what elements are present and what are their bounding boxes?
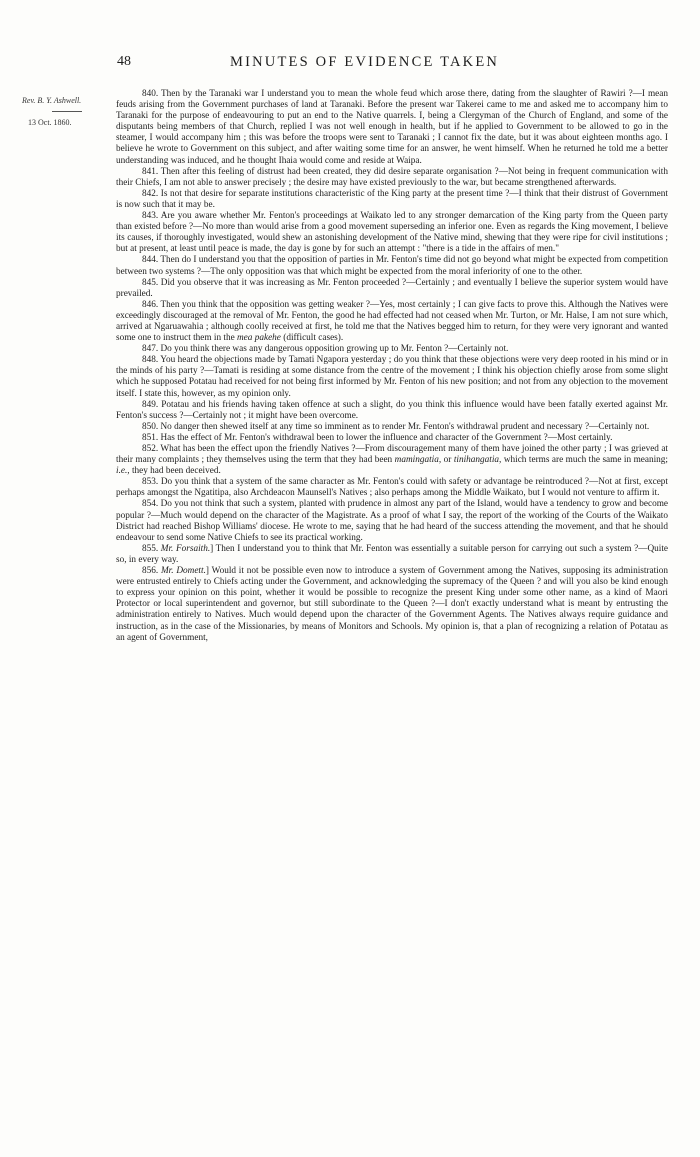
paragraph-852: 852. What has been the effect upon the friendly Natives ?—From discouragement many of them have joined the other party ; I was grieved at their many complaints ; they themselves using the term that they had been mamingatia, or tinihangatia, which terms are much the same in meaning; i.e., they had been deceived. — [116, 444, 668, 477]
paragraph-843: 843. Are you aware whether Mr. Fenton's proceedings at Waikato led to any stronger demarcation of the King party from the Queen party than existed before ?—No more than would arise from a good movement superseding an inferior one. Even as regards the King movement, I believe its causes, if thoroughly investigated, would shew an astonishing development of the Native mind, shewing that they were ripe for civil institutions ; but at present, at least until peace is made, the day is gone by for such an attempt : "there is a tide in the affairs of men." — [116, 211, 668, 255]
paragraph-853: 853. Do you think that a system of the same character as Mr. Fenton's could with safety or advantage be reintroduced ?—Not at first, except perhaps amongst the Ngatitipa, also Archdeacon Maunsell's Natives ; also perhaps among the Middle Waikato, but I would not venture to affirm it. — [116, 477, 668, 499]
margin-note — [22, 96, 114, 128]
evidence-text — [116, 89, 668, 644]
paragraph-846: 846. Then you think that the opposition was getting weaker ?—Yes, most certainly ; I can give facts to prove this. Although the Natives were exceedingly discouraged at the removal of Mr. Fenton, the good he had effected had not ceased when Mr. Turton, or Mr. Halse, I am not sure which, arrived at Ngaruawahia ; although coolly received at first, he told me that the Natives begged him to return, for they were very ignorant and wanted some one to instruct them in the mea pakehe (difficult cases). — [116, 299, 668, 344]
paragraph-855: 855. Mr. Forsaith.] Then I understand you to think that Mr. Fenton was essentially a suitable person for carrying out such a system ?—Quite so, in every way. — [116, 543, 668, 565]
paragraph-842: 842. Is not that desire for separate institutions characteristic of the King party at the present time ?—I think that their distrust of Government is now such that it may be. — [116, 188, 668, 210]
page-header — [0, 54, 700, 74]
running-title: MINUTES OF EVIDENCE TAKEN — [230, 54, 500, 70]
paragraph-851: 851. Has the effect of Mr. Fenton's withdrawal been to lower the influence and character of the Government ?—Most certainly. — [142, 432, 613, 443]
witness-name: Rev. B. Y. Ashwell. — [22, 96, 82, 105]
paragraph-848: 848. You heard the objections made by Tamati Ngapora yesterday ; do you think that these objections were very deep rooted in his mind or in the minds of his party ?—Tamati is residing at some distance from the centre of the movement ; I think his objection chiefly arose from some slight which he supposed Potatau had received for not being first informed by Mr. Fenton of his new position; and not from any objection to the movement itself. I state this, however, as my opinion only. — [116, 355, 668, 399]
paragraph-847: 847. Do you think there was any dangerous opposition growing up to Mr. Fenton ?—Certainly not. — [142, 344, 509, 355]
paragraph-854: 854. Do you not think that such a system, planted with prudence in almost any part of the Island, would have a tendency to grow and become popular ?—Much would depend on the character of the Magistrate. As a proof of what I say, the report of the working of the Courts of the Waikato District had reached Bishop Williams' diocese. He wrote to me, saying that he had heard of the success attending the movement, and that he should endeavour to send some Native Chiefs to see its practical working. — [116, 499, 668, 543]
margin-rule — [52, 111, 82, 112]
page-number: 48 — [117, 54, 131, 69]
paragraph-841: 841. Then after this feeling of distrust had been created, they did desire separate organisation ?—Not being in frequent communication with their Chiefs, I am not able to answer precisely ; the desire may have existed previously to the war, but became strengthened afterwards. — [116, 166, 668, 188]
paragraph-840: 840. Then by the Taranaki war I understand you to mean the whole feud which arose there, dating from the slaughter of Rawiri ?—I mean feuds arising from the Government purchases of land at Taranaki. Before the present war Takerei came to me and asked me to accompany him to Taranaki for the purpose of endeavouring to put an end to the Native quarrels. I, being a Clergyman of the Church of England, and some of the disputants being members of that Church, replied I was not well enough in health, but if he applied to Government to be allowed to go in the steamer, I would accompany him ; this was before the troops were sent to Taranaki ; I cannot fix the date, but it was about eighteen months ago. I believe he wrote to Government on this subject, and after waiting some time for an answer, he went himself. When he returned he told me a better understanding was induced, and he thought Ihaia would come and reside at Waipa. — [116, 89, 668, 166]
paragraph-844: 844. Then do I understand you that the opposition of parties in Mr. Fenton's time did not go beyond what might be expected from competition between two systems ?—The only opposition was that which might be expected from the moral inferiority of one to the other. — [116, 255, 668, 277]
paragraph-849: 849. Potatau and his friends having taken offence at such a slight, do you think this influence would have been fatally exerted against Mr. Fenton's success ?—Certainly not ; it might have been overcome. — [116, 399, 668, 421]
testimony-date: 13 Oct. 1860. — [28, 118, 72, 127]
paragraph-856: 856. Mr. Domett.] Would it not be possible even now to introduce a system of Government among the Natives, supposing its administration were entrusted entirely to Chiefs acting under the Government, and acknowledging the supremacy of the Queen ? and will you also be kind enough to express your opinion on this point, whether it would be possible to recognize the present King under some other name, as a kind of Maori Protector or local superintendent and governor, but still subordinate to the Queen ?—I don't exactly understand what is meant by entrusting the administration entirely to Natives. Much would depend upon the character of the Government Agents. The Natives always require guidance and instruction, as in the case of the Missionaries, by means of Monitors and Schools. My opinion is, that a plan of recognizing a relation of Potatau as an agent of Government, — [116, 566, 669, 643]
paragraph-845: 845. Did you observe that it was increasing as Mr. Fenton proceeded ?—Certainly ; and eventually I believe the superior system would have prevailed. — [116, 277, 668, 299]
paragraph-850: 850. No danger then shewed itself at any time so imminent as to render Mr. Fenton's withdrawal prudent and necessary ?—Certainly not. — [142, 421, 650, 432]
